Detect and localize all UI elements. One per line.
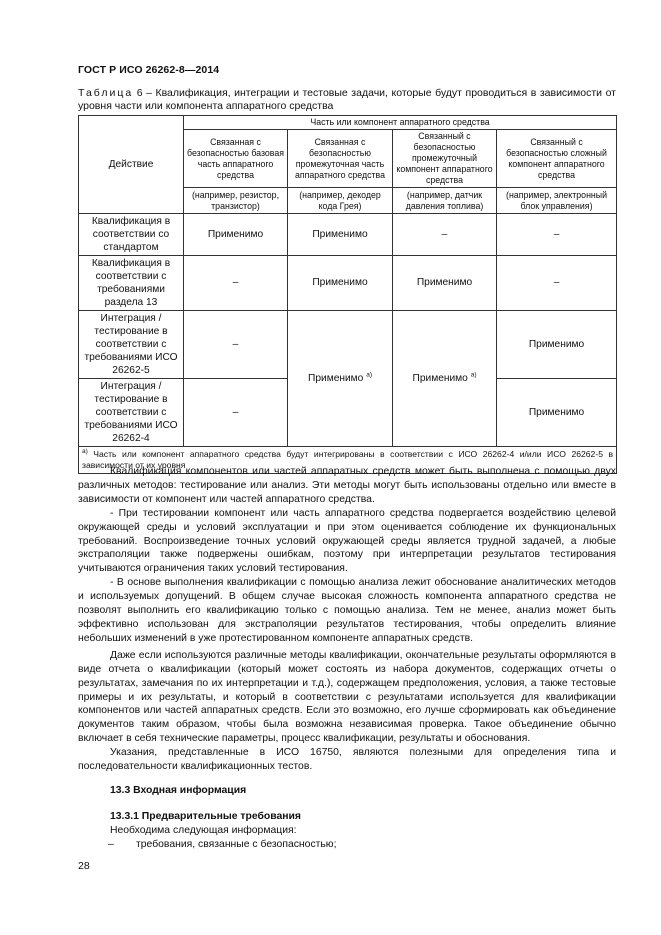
table-cell: – — [497, 214, 617, 256]
table-cell: Применимо — [288, 214, 393, 256]
group-header: Часть или компонент аппаратного средства — [184, 116, 617, 130]
table-cell: – — [184, 311, 288, 379]
merged-cell-text: Применимо — [308, 372, 364, 384]
table-cell: Применимо — [288, 256, 393, 311]
row-action: Интеграция / тестирование в соответствии с требованиями ИСО 26262-5 — [79, 311, 184, 379]
body-text — [78, 465, 616, 852]
table-cell: – — [184, 256, 288, 311]
row-action: Квалификация в соответствии с требованиями раздела 13 — [79, 256, 184, 311]
footnote-marker: а) — [82, 448, 88, 456]
qualification-table — [78, 115, 617, 474]
column-example: (например, резистор, транзистор) — [184, 188, 288, 214]
table-cell: Применимо — [497, 311, 617, 379]
paragraph: Даже если используются различные методы квалификации, окончательные результаты оформляются в виде отчета о квалификации (который может состоять из набора документов, содержащих отчеты о результатах, замечания по их интерпретации и т.д.), содержащем предположения, условия, а также тестовые примеры и их результаты, и который в соответствии с результатами используется для квалификации компонентов или частей аппаратных средств. Если это возможно, его лучше сформировать как объединение документов таким образом, чтобы была возможна независимая проверка. Такое объединение обычно включает в себя технические параметры, процесс квалификации, результаты и обоснования. — [78, 649, 616, 745]
caption-label: Таблица — [78, 87, 134, 99]
action-header: Действие — [79, 116, 184, 214]
table-cell: Применимо — [184, 214, 288, 256]
paragraph: Указания, представленные в ИСО 16750, являются полезными для определения типа и последовательности квалификационных тестов. — [78, 747, 616, 773]
section-heading: 13.3 Входная информация — [110, 784, 247, 796]
column-title: Связанный с безопасностью промежуточный компонент аппаратного средства — [393, 130, 497, 188]
table-cell: – — [393, 214, 497, 256]
table-cell: – — [497, 256, 617, 311]
paragraph: - При тестировании компонент или часть аппаратного средства подвергается воздействию целевой окружающей среды и условий эксплуатации и при этом оценивается соблюдение их функциональных требований. Воспроизведение точных условий окружающей среды является трудной задачей, а любые экстраполяции также подвержены ошибкам, поэтому при интерпретации результатов тестирования учитываются ограничения таких условий тестирования. — [78, 507, 616, 575]
paragraph: - В основе выполнения квалификации с помощью анализа лежит обоснование аналитических методов и используемых допущений. В общем случае высокая сложность компонента аппаратного средства не позволят выполнить его квалификацию только с помощью анализа. Тем не менее, анализ может быть эффективно использован для экстраполяции результатов тестирования, чтобы определить влияние небольших изменений в уже протестированном компоненте аппаратных средств. — [78, 577, 616, 644]
merged-cell — [393, 311, 497, 447]
table-cell: Применимо — [393, 256, 497, 311]
row-action: Интеграция / тестирование в соответствии с требованиями ИСО 26262-4 — [79, 379, 184, 447]
merged-cell — [288, 311, 393, 447]
caption-text: 6 – Квалификация, интеграции и тестовые задачи, которые будут проводиться в зависимости от уровня части или компонента аппаратного средства — [78, 87, 616, 112]
column-example: (например, электронный блок управления) — [497, 188, 617, 214]
footnote-marker: а) — [366, 371, 372, 379]
column-example: (например, декодер кода Грея) — [288, 188, 393, 214]
column-title: Связанная с безопасностью базовая часть аппаратного средства — [184, 130, 288, 188]
table-row — [79, 214, 617, 256]
row-action: Квалификация в соответствии со стандартом — [79, 214, 184, 256]
paragraph: Квалификация компонентов или частей аппаратных средств может быть выполнена с помощью двух различных методов: тестирование или анализ. Эти методы могут быть использованы отдельно или вместе в зависимости от компонент или частей аппаратного средства. — [78, 466, 616, 505]
table-row — [79, 311, 617, 379]
table-cell: Применимо — [497, 379, 617, 447]
table-caption — [78, 87, 616, 113]
list-item — [78, 838, 616, 852]
table-row — [79, 256, 617, 311]
column-example: (например, датчик давления топлива) — [393, 188, 497, 214]
standard-header: ГОСТ Р ИСО 26262-8—2014 — [78, 64, 220, 76]
column-title: Связанная с безопасностью промежуточная часть аппаратного средства — [288, 130, 393, 188]
column-title: Связанный с безопасностью сложный компонент аппаратного средства — [497, 130, 617, 188]
list-item-text: требования, связанные с безопасностью; — [136, 838, 337, 850]
footnote-marker: а) — [470, 371, 477, 379]
footnote-text: Часть или компонент аппаратного средства будут интегрированы в соответствии с ИСО 26262-4 и/или ИСО 26262-5 в зависимости от их уровня — [82, 449, 614, 470]
merged-cell-text: Применимо — [412, 372, 468, 384]
list-dash: – — [108, 838, 114, 850]
table-cell: – — [184, 379, 288, 447]
intro-text: Необходима следующая информация: — [110, 824, 297, 836]
page-number: 28 — [78, 860, 90, 872]
subsection-heading: 13.3.1 Предварительные требования — [110, 810, 301, 822]
